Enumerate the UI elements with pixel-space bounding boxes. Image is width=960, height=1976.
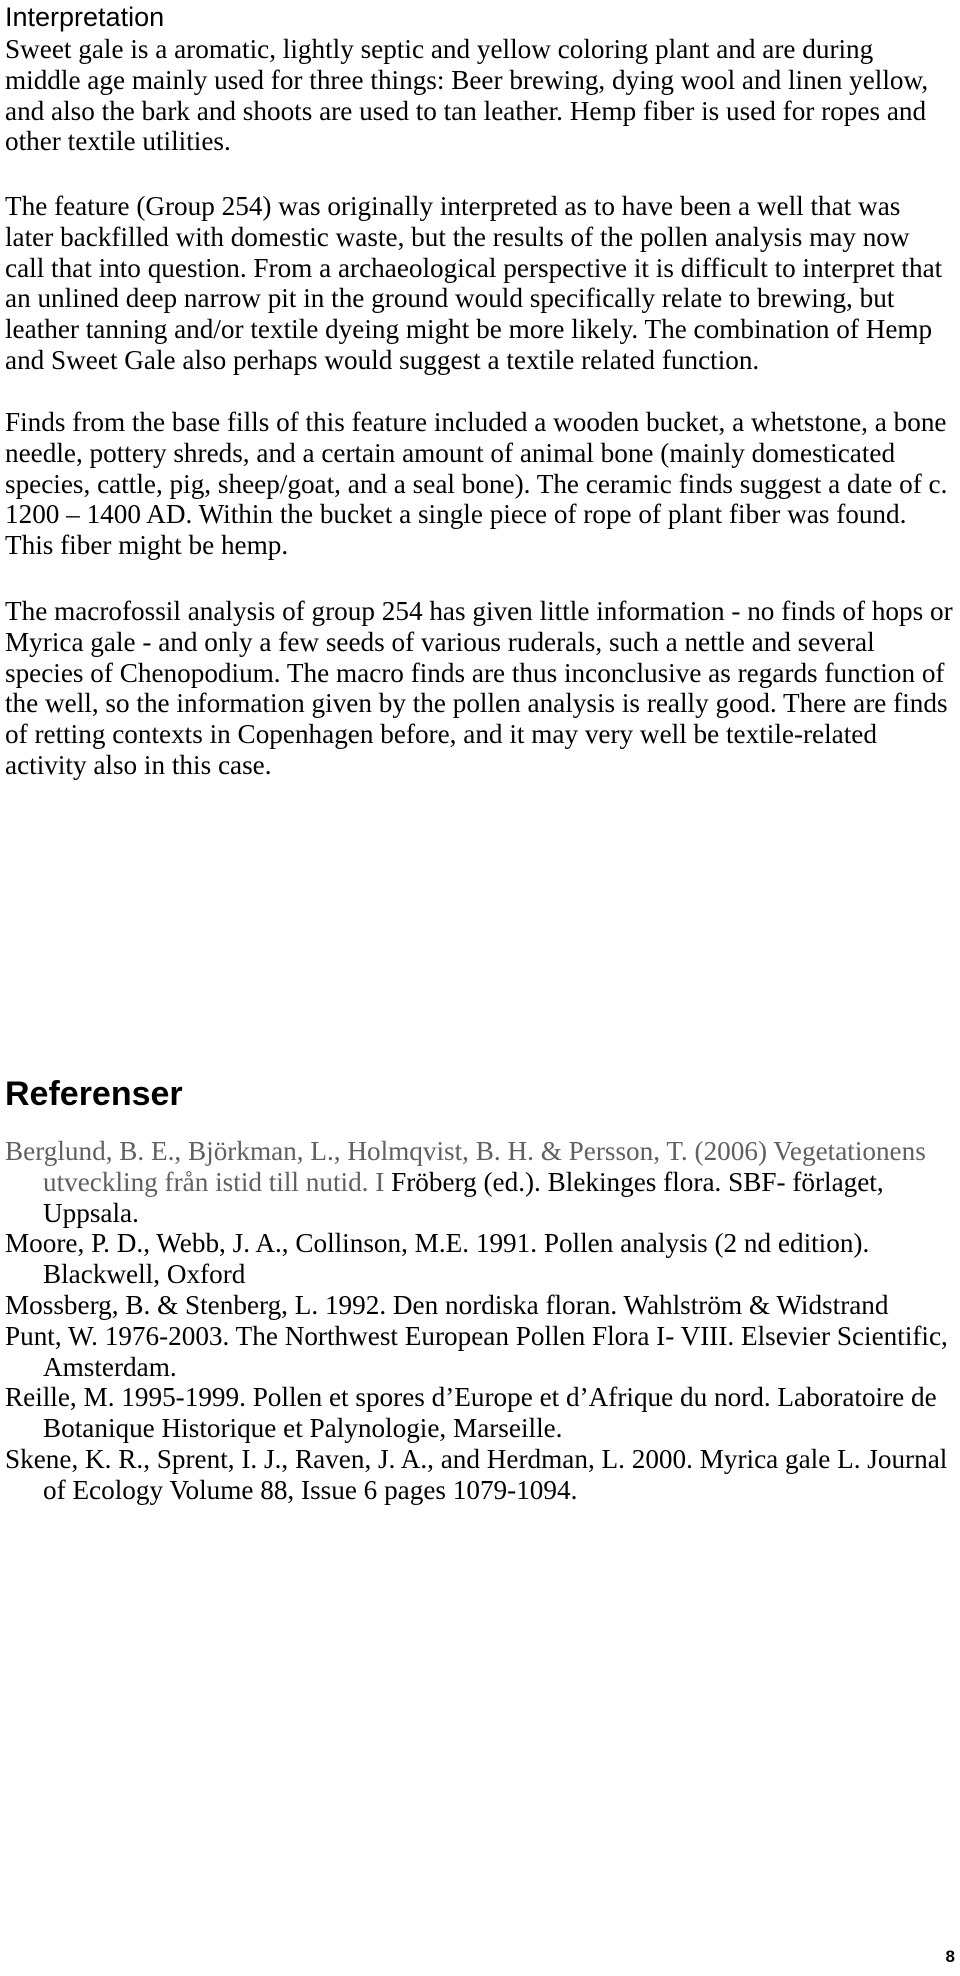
interpretation-paragraph-3-block [5, 407, 955, 561]
reference-item-text: Reille, M. 1995-1999. Pollen et spores d’Europe et d’Afrique du nord. Laboratoire de Botanique Historique et Palynologie, Marseille. [5, 1382, 937, 1444]
reference-item [5, 1228, 955, 1290]
reference-item [5, 1444, 955, 1506]
references-heading: Referenser [5, 1075, 183, 1113]
interpretation-paragraph-2-block [5, 191, 955, 376]
interpretation-paragraph-1-block [5, 34, 955, 157]
interpretation-paragraph-4: The macrofossil analysis of group 254 has given little information - no finds of hops or Myrica gale - and only a few seeds of various ruderals, such a nettle and several species of Chenopodium. The macro finds are thus inconclusive as regards function of the well, so the information given by the pollen analysis is really good. There are finds of retting contexts in Copenhagen before, and it may very well be textile-related activity also in this case. [5, 596, 953, 780]
page-number: 8 [945, 1947, 955, 1966]
section-heading-interpretation: Interpretation [5, 2, 165, 32]
interpretation-paragraph-4-block [5, 596, 955, 781]
interpretation-paragraph-2: The feature (Group 254) was originally interpreted as to have been a well that was later backfilled with domestic waste, but the results of the pollen analysis may now call that into question. From a archaeological perspective it is difficult to interpret that an unlined deep narrow pit in the ground would specifically relate to brewing, but leather tanning and/or textile dyeing might be more likely. The combination of Hemp and Sweet Gale also perhaps would suggest a textile related function. [5, 191, 943, 375]
reference-item-text: Skene, K. R., Sprent, I. J., Raven, J. A., and Herdman, L. 2000. Myrica gale L. Journal of Ecology Volume 88, Issue 6 pages 1079-1094. [5, 1443, 948, 1505]
reference-item-text: Mossberg, B. & Stenberg, L. 1992. Den nordiska floran. Wahlström & Widstrand [5, 1289, 889, 1320]
reference-item [5, 1382, 955, 1444]
interpretation-paragraph-1: Sweet gale is a aromatic, lightly septic and yellow coloring plant and are during middle age mainly used for three things: Beer brewing, dying wool and linen yellow, and also the bark and shoots are used to tan leather. Hemp fiber is used for ropes and other textile utilities. [5, 34, 929, 157]
reference-item-muted-text: Berglund, B. E., Björkman, L., Holmqvist, B. H. & Persson, T. (2006) Vegetationens utveckling från istid till nutid. I [5, 1136, 926, 1197]
reference-item [5, 1290, 955, 1321]
interpretation-paragraph-3: Finds from the base fills of this feature included a wooden bucket, a whetstone, a bone needle, pottery shreds, and a certain amount of animal bone (mainly domesticated species, cattle, pig, sheep/goat, and a seal bone). The ceramic finds suggest a date of c. 1200 – 1400 AD. Within the bucket a single piece of rope of plant fiber was found. This fiber might be hemp. [5, 407, 948, 561]
reference-item-text: Fröberg (ed.). Blekinges flora. SBF- förlaget, Uppsala. [43, 1166, 884, 1228]
reference-item [5, 1321, 955, 1383]
reference-item [5, 1136, 955, 1228]
reference-item-text: Punt, W. 1976-2003. The Northwest European Pollen Flora I- VIII. Elsevier Scientific, Amsterdam. [5, 1320, 948, 1382]
references-list [5, 1136, 955, 1506]
reference-item-text: Moore, P. D., Webb, J. A., Collinson, M.E. 1991. Pollen analysis (2 nd edition). Blackwell, Oxford [5, 1228, 870, 1290]
